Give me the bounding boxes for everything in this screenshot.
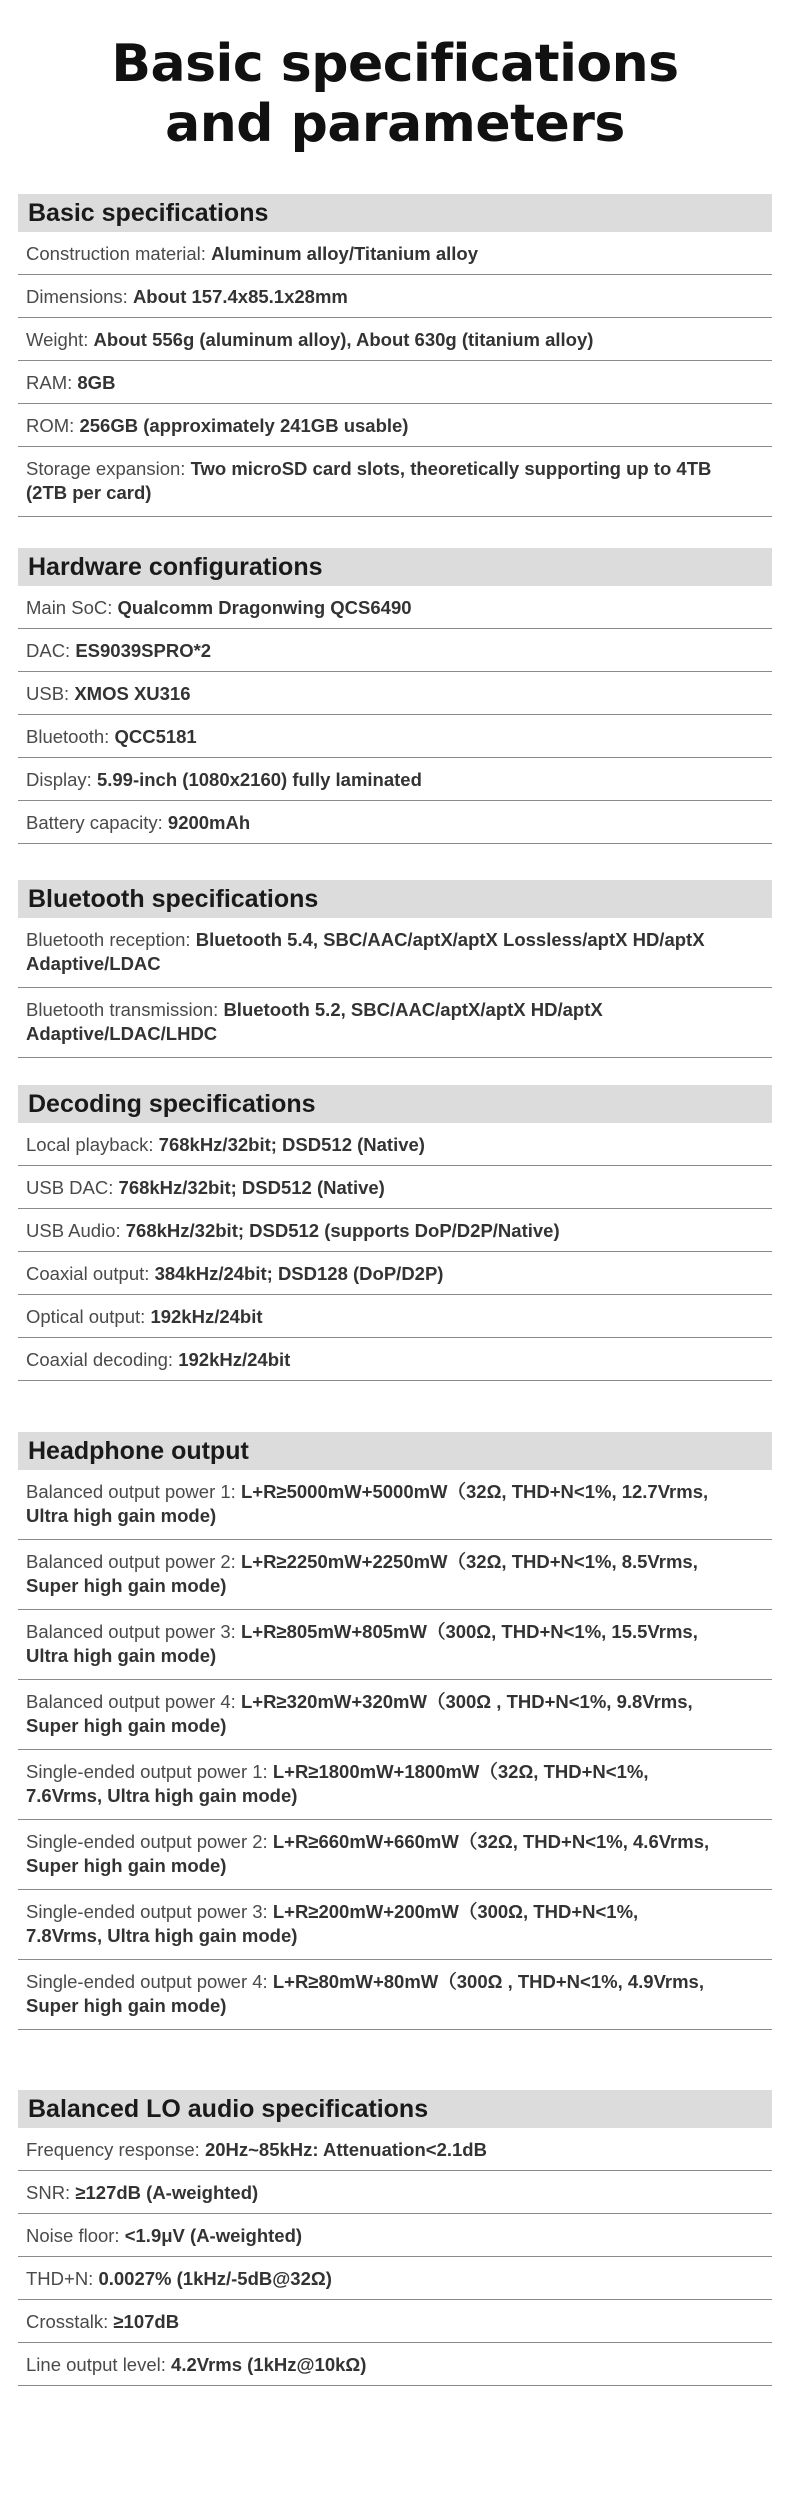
spec-value: 256GB (approximately 241GB usable): [79, 415, 409, 436]
spec-value: 768kHz/32bit; DSD512 (Native): [118, 1177, 385, 1198]
spec-value: L+R≥80mW+80mW（300Ω , THD+N<1%, 4.9Vrms, Super high gain mode): [26, 1971, 704, 2016]
spec-row: [18, 672, 772, 715]
spec-label: Optical output:: [26, 1306, 151, 1327]
spec-value: 20Hz~85kHz: Attenuation<2.1dB: [204, 2139, 487, 2160]
spec-row: [18, 586, 772, 629]
spec-label: Frequency response:: [26, 2139, 205, 2160]
spec-label: ROM:: [26, 415, 80, 436]
spec-label: Single-ended output power 1:: [26, 1761, 273, 1782]
spec-label: Coaxial decoding:: [26, 1349, 179, 1370]
spec-row: [18, 1338, 772, 1381]
spec-label: Display:: [26, 769, 97, 790]
spec-label: Balanced output power 2:: [26, 1551, 241, 1572]
spec-value: Qualcomm Dragonwing QCS6490: [117, 597, 412, 618]
spec-value: <1.9μV (A-weighted): [124, 2225, 303, 2246]
spec-label: Balanced output power 3:: [26, 1621, 241, 1642]
spec-value: L+R≥660mW+660mW（32Ω, THD+N<1%, 4.6Vrms, Super high gain mode): [26, 1831, 710, 1876]
spec-label: SNR:: [26, 2182, 76, 2203]
section-heading: Headphone output: [18, 1432, 772, 1470]
section-heading: Hardware configurations: [18, 548, 772, 586]
spec-value: About 556g (aluminum alloy), About 630g (titanium alloy): [93, 329, 594, 350]
page-title-line-1: Basic specifications: [111, 34, 679, 94]
section-headphone-output: [18, 1432, 772, 2030]
spec-value: 768kHz/32bit; DSD512 (Native): [158, 1134, 425, 1155]
spec-label: Coaxial output:: [26, 1263, 155, 1284]
spec-value: 192kHz/24bit: [178, 1349, 291, 1370]
spec-value: ≥127dB (A-weighted): [75, 2182, 259, 2203]
section-decoding-specifications: [18, 1085, 772, 1381]
section-balanced-lo-audio-specifications: [18, 2090, 772, 2386]
spec-value: Bluetooth 5.4, SBC/AAC/aptX/aptX Lossless/aptX HD/aptX Adaptive/LDAC: [26, 929, 705, 974]
section-heading: Balanced LO audio specifications: [18, 2090, 772, 2128]
spec-row: [18, 2214, 772, 2257]
spec-row: [18, 2128, 772, 2171]
spec-label: RAM:: [26, 372, 78, 393]
spec-value: 384kHz/24bit; DSD128 (DoP/D2P): [154, 1263, 444, 1284]
spec-row: [18, 1960, 772, 2030]
spec-label: Dimensions:: [26, 286, 133, 307]
spec-row: [18, 361, 772, 404]
spec-row: [18, 1470, 772, 1540]
spec-row: [18, 1750, 772, 1820]
spec-value: L+R≥5000mW+5000mW（32Ω, THD+N<1%, 12.7Vrms, Ultra high gain mode): [26, 1481, 709, 1526]
section-heading: Basic specifications: [18, 194, 772, 232]
spec-value: L+R≥200mW+200mW（300Ω, THD+N<1%, 7.8Vrms, Ultra high gain mode): [26, 1901, 639, 1946]
spec-row: [18, 2300, 772, 2343]
spec-row: [18, 1166, 772, 1209]
spec-label: Local playback:: [26, 1134, 159, 1155]
spec-row: [18, 801, 772, 844]
section-hardware-configurations: [18, 548, 772, 844]
spec-value: L+R≥2250mW+2250mW（32Ω, THD+N<1%, 8.5Vrms, Super high gain mode): [26, 1551, 698, 1596]
spec-label: Balanced output power 4:: [26, 1691, 241, 1712]
spec-label: Main SoC:: [26, 597, 118, 618]
spec-value: Bluetooth 5.2, SBC/AAC/aptX/aptX HD/aptX Adaptive/LDAC/LHDC: [26, 999, 603, 1044]
spec-label: Balanced output power 1:: [26, 1481, 241, 1502]
spec-label: Crosstalk:: [26, 2311, 114, 2332]
spec-row: [18, 629, 772, 672]
spec-value: ≥107dB: [113, 2311, 180, 2332]
page-title: [0, 0, 790, 154]
spec-row: [18, 1680, 772, 1750]
spec-label: THD+N:: [26, 2268, 99, 2289]
spec-label: USB Audio:: [26, 1220, 126, 1241]
spec-row: [18, 1123, 772, 1166]
spec-value: About 157.4x85.1x28mm: [132, 286, 348, 307]
spec-row: [18, 1540, 772, 1610]
spec-row: [18, 758, 772, 801]
spec-label: Single-ended output power 4:: [26, 1971, 273, 1992]
spec-row: [18, 275, 772, 318]
spec-row: [18, 918, 772, 988]
spec-row: [18, 447, 772, 517]
spec-row: [18, 404, 772, 447]
spec-label: Bluetooth:: [26, 726, 115, 747]
spec-row: [18, 318, 772, 361]
spec-row: [18, 715, 772, 758]
spec-row: [18, 2343, 772, 2386]
spec-value: L+R≥1800mW+1800mW（32Ω, THD+N<1%, 7.6Vrms, Ultra high gain mode): [26, 1761, 649, 1806]
spec-row: [18, 1209, 772, 1252]
spec-label: Bluetooth transmission:: [26, 999, 224, 1020]
spec-row: [18, 988, 772, 1058]
spec-value: ES9039SPRO*2: [75, 640, 212, 661]
spec-row: [18, 1610, 772, 1680]
spec-value: 768kHz/32bit; DSD512 (supports DoP/D2P/Native): [125, 1220, 560, 1241]
spec-value: 8GB: [77, 372, 116, 393]
spec-row: [18, 1890, 772, 1960]
section-bluetooth-specifications: [18, 880, 772, 1058]
spec-label: DAC:: [26, 640, 76, 661]
spec-label: Noise floor:: [26, 2225, 125, 2246]
page-title-line-2: and parameters: [165, 94, 625, 154]
spec-value: 0.0027% (1kHz/-5dB@32Ω): [98, 2268, 332, 2289]
spec-row: [18, 232, 772, 275]
section-heading: Decoding specifications: [18, 1085, 772, 1123]
spec-row: [18, 2257, 772, 2300]
spec-value: 4.2Vrms (1kHz@10kΩ): [171, 2354, 367, 2375]
spec-label: Storage expansion:: [26, 458, 191, 479]
spec-row: [18, 1252, 772, 1295]
section-basic-specifications: [18, 194, 772, 517]
spec-value: Two microSD card slots, theoretically supporting up to 4TB (2TB per card): [26, 458, 712, 503]
spec-value: XMOS XU316: [74, 683, 191, 704]
spec-label: Single-ended output power 2:: [26, 1831, 273, 1852]
spec-label: USB:: [26, 683, 75, 704]
spec-label: Single-ended output power 3:: [26, 1901, 273, 1922]
spec-value: Aluminum alloy/Titanium alloy: [211, 243, 479, 264]
spec-row: [18, 1820, 772, 1890]
spec-value: 5.99-inch (1080x2160) fully laminated: [96, 769, 422, 790]
spec-label: USB DAC:: [26, 1177, 119, 1198]
spec-label: Bluetooth reception:: [26, 929, 196, 950]
spec-label: Weight:: [26, 329, 94, 350]
spec-value: QCC5181: [114, 726, 197, 747]
spec-label: Construction material:: [26, 243, 212, 264]
spec-label: Line output level:: [26, 2354, 172, 2375]
spec-value: 192kHz/24bit: [150, 1306, 263, 1327]
spec-value: L+R≥320mW+320mW（300Ω , THD+N<1%, 9.8Vrms, Super high gain mode): [26, 1691, 693, 1736]
spec-value: 9200mAh: [167, 812, 251, 833]
spec-value: L+R≥805mW+805mW（300Ω, THD+N<1%, 15.5Vrms, Ultra high gain mode): [26, 1621, 698, 1666]
spec-row: [18, 1295, 772, 1338]
section-heading: Bluetooth specifications: [18, 880, 772, 918]
spec-label: Battery capacity:: [26, 812, 168, 833]
spec-row: [18, 2171, 772, 2214]
